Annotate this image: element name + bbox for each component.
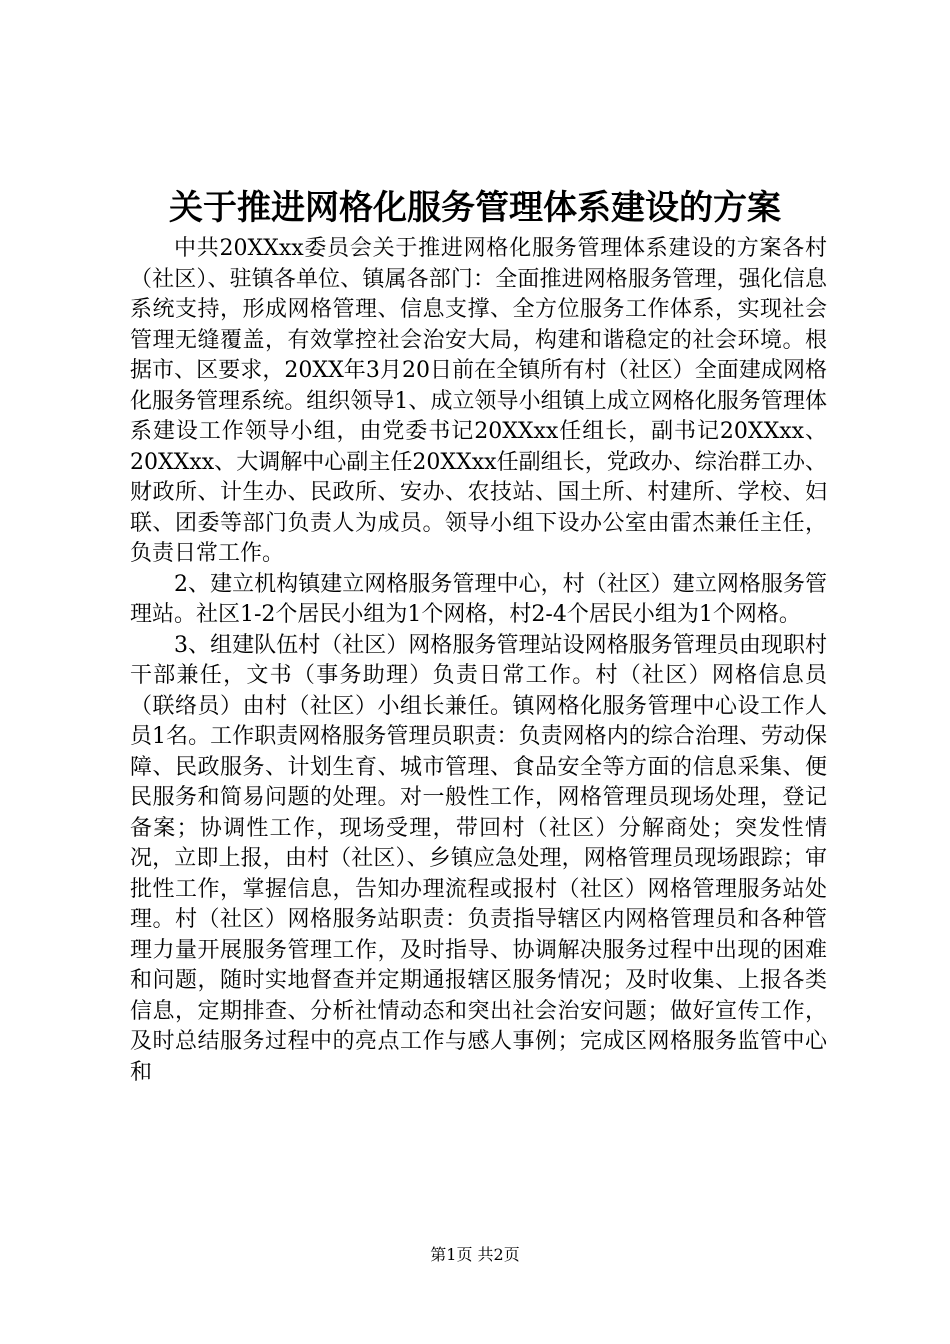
document-title: 关于推进网格化服务管理体系建设的方案 xyxy=(169,188,781,228)
paragraph-2: 2、建立机构镇建立网格服务管理中心，村（社区）建立网格服务管理站。社区1-2个居民小组为1个网格，村2-4个居民小组为1个网格。 xyxy=(130,571,827,627)
paragraph-3: 3、组建队伍村（社区）网格服务管理站设网格服务管理员由现职村干部兼任，文书（事务助理）负责日常工作。村（社区）网格信息员（联络员）由村（社区）小组长兼任。镇网格化服务管理中心设工作人员1名。工作职责网格服务管理员职责：负责网格内的综合治理、劳动保障、民政服务、计划生育、城市管理、食品安全等方面的信息采集、便民服务和简易问题的处理。对一般性工作，网格管理员现场处理，登记备案；协调性工作，现场受理，带回村（社区）分解商处；突发性情况，立即上报，由村（社区）、乡镇应急处理，网格管理员现场跟踪；审批性工作，掌握信息，告知办理流程或报村（社区）网格管理服务站处理。村（社区）网格服务站职责：负责指导辖区内网格管理员和各种管理力量开展服务管理工作，及时指导、协调解决服务过程中出现的困难和问题，随时实地督查并定期通报辖区服务情况；及时收集、上报各类信息，定期排查、分析社情动态和突出社会治安问题；做好宣传工作，及时总结服务过程中的亮点工作与感人事例；完成区网格服务监管中心和 xyxy=(130,632,827,1085)
page-number-footer: 第1页 共2页 xyxy=(430,1245,520,1264)
paragraph-1: 中共20XXxx委员会关于推进网格化服务管理体系建设的方案各村（社区）、驻镇各单位、镇属各部门：全面推进网格服务管理，强化信息系统支持，形成网格管理、信息支撑、全方位服务工作体系，实现社会管理无缝覆盖，有效掌控社会治安大局，构建和谐稳定的社会环境。根据市、区要求，20XX年3月20日前在全镇所有村（社区）全面建成网格化服务管理系统。组织领导1、成立领导小组镇上成立网格化服务管理体系建设工作领导小组，由党委书记20XXxx任组长，副书记20XXxx、20XXxx、大调解中心副主任20XXxx任副组长，党政办、综治群工办、财政所、计生办、民政所、安办、农技站、国土所、村建所、学校、妇联、团委等部门负责人为成员。领导小组下设办公室由雷杰兼任主任，负责日常工作。 xyxy=(130,236,827,566)
document-body xyxy=(130,234,827,1088)
